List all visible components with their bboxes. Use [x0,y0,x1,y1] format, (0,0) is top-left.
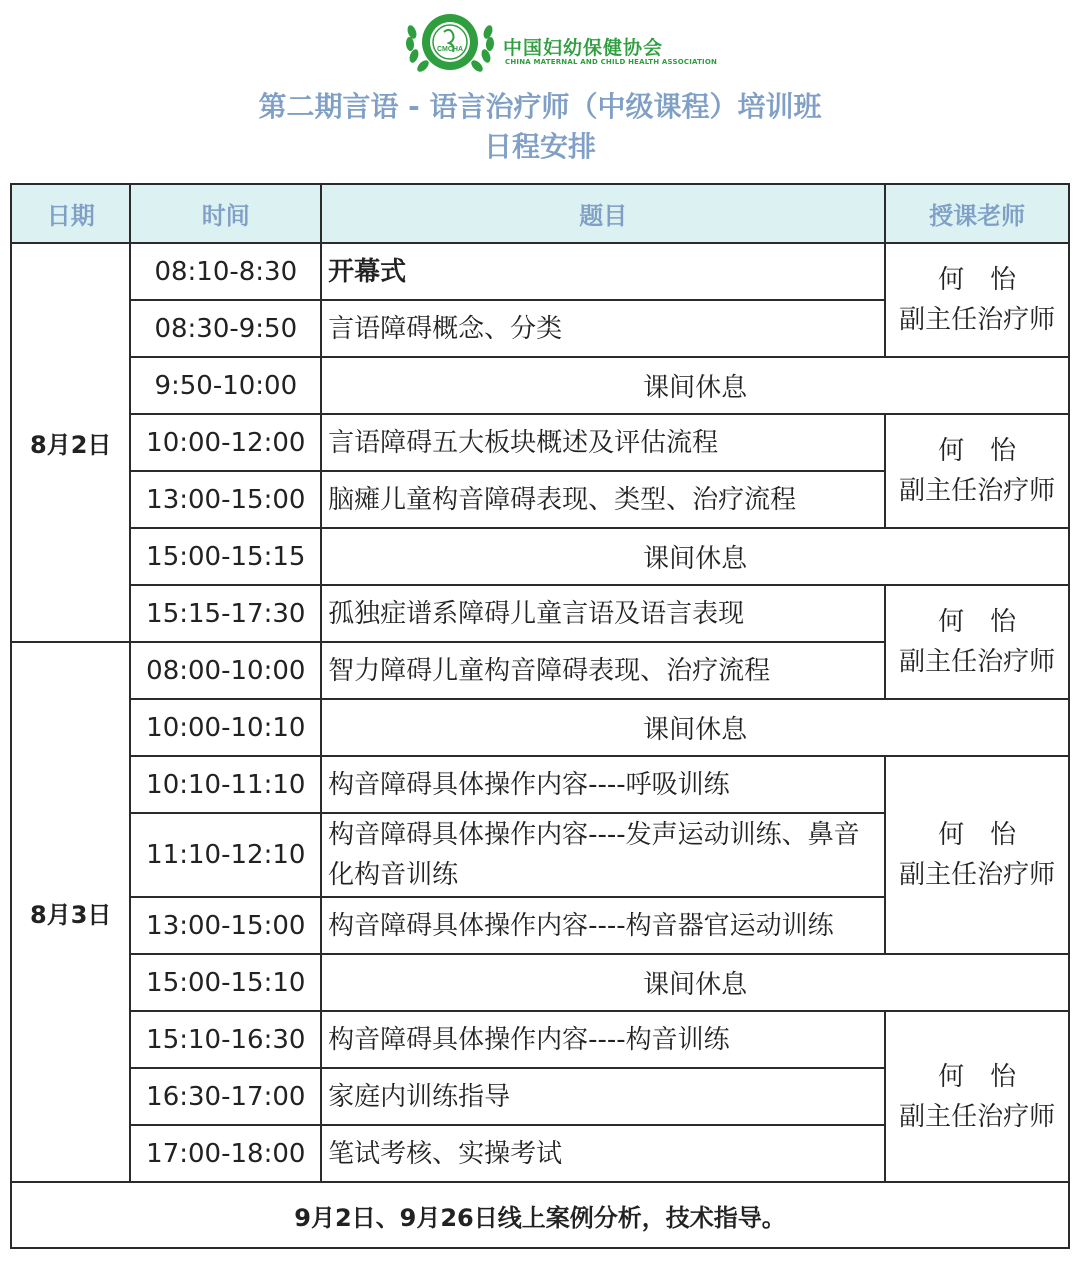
topic-cell: 构音障碍具体操作内容----呼吸训练 [321,756,885,813]
page-subtitle: 日程安排 [483,130,596,163]
time-cell: 08:30-9:50 [130,300,321,357]
time-cell: 10:00-12:00 [130,414,321,471]
teacher-title: 副主任治疗师 [899,1101,1056,1132]
topic-cell: 智力障碍儿童构音障碍表现、治疗流程 [321,642,885,699]
header-time: 时间 [130,184,321,243]
teacher-title: 副主任治疗师 [899,647,1056,677]
time-cell: 15:00-15:15 [130,528,321,585]
topic-cell: 言语障碍概念、分类 [321,300,885,357]
page-header [0,0,1080,180]
topic-cell: 构音障碍具体操作内容----构音器官运动训练 [321,897,885,954]
teacher-name: 何 怡 [938,265,1017,295]
table-row [11,756,1069,813]
header-date: 日期 [11,184,130,243]
teacher-title: 副主任治疗师 [899,305,1056,335]
time-cell: 10:10-11:10 [130,756,321,813]
page-title: 第二期言语 - 语言治疗师（中级课程）培训班 [258,90,822,123]
header-teacher: 授课老师 [885,184,1069,243]
topic-cell: 言语障碍五大板块概述及评估流程 [321,414,885,471]
table-row [11,357,1069,414]
break-cell: 课间休息 [321,528,1069,585]
topic-cell: 构音障碍具体操作内容----构音训练 [321,1011,885,1068]
break-cell: 课间休息 [321,954,1069,1011]
time-cell: 17:00-18:00 [130,1125,321,1182]
table-row [11,954,1069,1011]
teacher-title: 副主任治疗师 [899,476,1056,506]
table-row [11,414,1069,471]
time-cell: 13:00-15:00 [130,471,321,528]
time-cell: 16:30-17:00 [130,1068,321,1125]
header-row [11,184,1069,243]
time-cell: 15:00-15:10 [130,954,321,1011]
table-row [11,243,1069,300]
cmcha-logo-icon [404,10,496,76]
topic-cell: 开幕式 [321,243,885,300]
time-cell: 15:10-16:30 [130,1011,321,1068]
table-row [11,585,1069,642]
topic-cell: 笔试考核、实操考试 [321,1125,885,1182]
day-cell: 8月3日 [11,642,130,1182]
teacher-name: 何 怡 [938,607,1017,637]
time-cell: 9:50-10:00 [130,357,321,414]
topic-cell: 脑瘫儿童构音障碍表现、类型、治疗流程 [321,471,885,528]
teacher-cell [885,414,1069,528]
teacher-cell [885,756,1069,954]
time-cell: 08:10-8:30 [130,243,321,300]
break-cell: 课间休息 [321,357,1069,414]
topic-cell: 家庭内训练指导 [321,1068,885,1125]
time-cell: 15:15-17:30 [130,585,321,642]
footer-row [11,1182,1069,1248]
teacher-title: 副主任治疗师 [899,860,1056,890]
org-name-en: CHINA MATERNAL AND CHILD HEALTH ASSOCIATION [505,58,718,66]
day-cell: 8月2日 [11,243,130,642]
schedule-table [10,183,1070,1249]
time-cell: 10:00-10:10 [130,699,321,756]
table-row [11,1011,1069,1068]
teacher-name: 何 怡 [938,436,1017,466]
footer-note: 9月2日、9月26日线上案例分析，技术指导。 [11,1182,1069,1248]
teacher-name: 何 怡 [938,820,1017,850]
time-cell: 08:00-10:00 [130,642,321,699]
topic-cell: 构音障碍具体操作内容----发声运动训练、鼻音化构音训练 [321,813,885,897]
table-row [11,699,1069,756]
time-cell: 13:00-15:00 [130,897,321,954]
teacher-name: 何 怡 [938,1061,1017,1092]
header-topic: 题目 [321,184,885,243]
teacher-cell [885,585,1069,699]
org-name-cn: 中国妇幼保健协会 [503,37,664,59]
teacher-cell [885,1011,1069,1182]
time-cell: 11:10-12:10 [130,813,321,897]
table-row [11,528,1069,585]
teacher-cell [885,243,1069,357]
logo-text: CMCHA [436,46,464,53]
break-cell: 课间休息 [321,699,1069,756]
topic-cell: 孤独症谱系障碍儿童言语及语言表现 [321,585,885,642]
